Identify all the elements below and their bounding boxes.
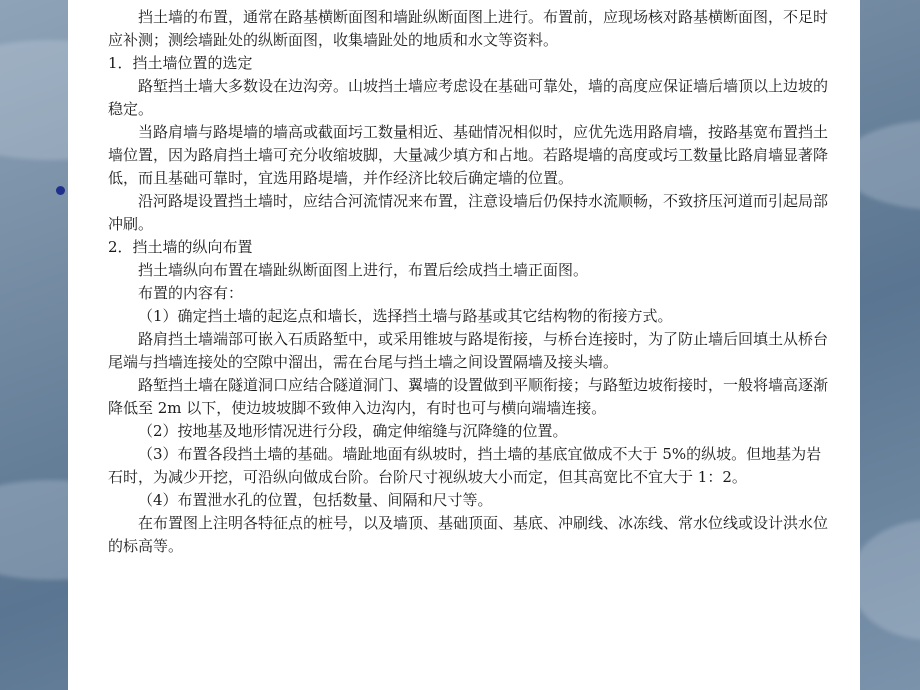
paragraph: 路堑挡土墙在隧道洞口应结合隧道洞门、翼墙的设置做到平顺衔接；与路堑边坡衔接时，一般将墙高逐渐降低至 2m 以下，使边坡坡脚不致伸入边沟内，有时也可与横向端墙连接。: [108, 376, 829, 417]
paragraph: 挡土墙纵向布置在墙趾纵断面图上进行，布置后绘成挡土墙正面图。: [138, 261, 589, 279]
list-item: （4）布置泄水孔的位置，包括数量、间隔和尺寸等。: [138, 491, 493, 509]
list-item: （3）布置各段挡土墙的基础。墙趾地面有纵坡时，挡土墙的基底宜做成不大于 5%的纵坡。但地基为岩石时，为减少开挖，可沿纵向做成台阶。台阶尺寸视纵坡大小而定，但其高宽比不宜大于 1：2。: [108, 445, 822, 486]
paragraph: 沿河路堤设置挡土墙时，应结合河流情况来布置，注意设墙后仍保持水流顺畅，不致挤压河道而引起局部冲刷。: [108, 192, 829, 233]
list-item: （1）确定挡土墙的起迄点和墙长，选择挡土墙与路基或其它结构物的衔接方式。: [138, 307, 673, 325]
paragraph: 布置的内容有：: [138, 284, 244, 302]
section-heading: 1．挡土墙位置的选定: [108, 54, 253, 72]
background-streak: [850, 520, 920, 640]
section-heading: 2．挡土墙的纵向布置: [108, 238, 253, 256]
paragraph: 当路肩墙与路堤墙的墙高或截面圬工数量相近、基础情况相似时，应优先选用路肩墙，按路基宽布置挡土墙位置，因为路肩挡土墙可充分收缩坡脚，大量减少填方和占地。若路堤墙的高度或圬工数量比路肩墙显著降低，而且基础可靠时，宜选用路堤墙，并作经济比较后确定墙的位置。: [108, 123, 829, 187]
paragraph: 挡土墙的布置，通常在路基横断面图和墙趾纵断面图上进行。布置前，应现场核对路基横断面图，不足时应补测；测绘墙趾处的纵断面图，收集墙趾处的地质和水文等资料。: [108, 8, 829, 49]
list-item: （2）按地基及地形情况进行分段，确定伸缩缝与沉降缝的位置。: [138, 422, 568, 440]
paragraph: 路堑挡土墙大多数设在边沟旁。山坡挡土墙应考虑设在基础可靠处，墙的高度应保证墙后墙顶以上边坡的稳定。: [108, 77, 829, 118]
slide-bullet: [56, 186, 65, 195]
paragraph: 在布置图上注明各特征点的桩号，以及墙顶、基础顶面、基底、冲刷线、冰冻线、常水位线或设计洪水位的标高等。: [108, 514, 829, 555]
paragraph: 路肩挡土墙端部可嵌入石质路堑中，或采用锥坡与路堤衔接，与桥台连接时，为了防止墙后回填土从桥台尾端与挡墙连接处的空隙中溜出，需在台尾与挡土墙之间设置隔墙及接头墙。: [108, 330, 829, 371]
document-page: [68, 0, 860, 690]
